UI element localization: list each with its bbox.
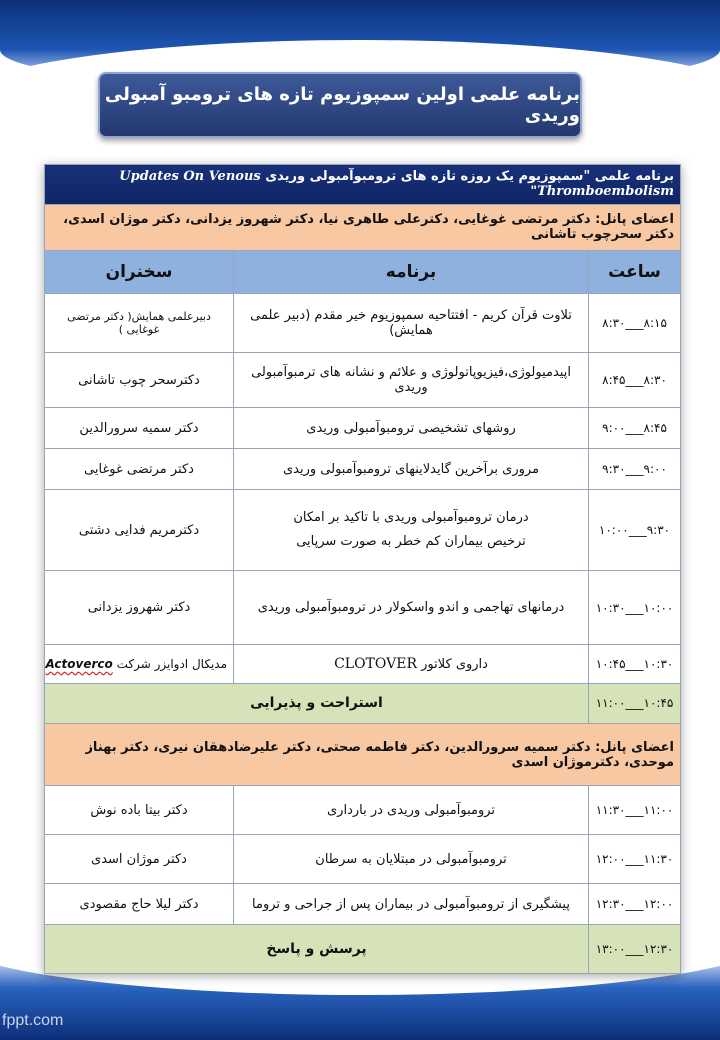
table-row [45,294,681,353]
break-row [45,683,681,724]
break-label: استراحت و پذیرایی [45,683,589,724]
speaker-cell: دکتر شهروز یزدانی [45,571,234,644]
table-row [45,449,681,490]
panel-members-2: اعضای پانل: دکتر سمیه سرورالدین، دکتر فاطمه صحتی، دکتر علیرضادهقان نیری، دکتر بهناز موحدی، دکترموژان اسدی [45,724,681,786]
qa-label: پرسش و پاسخ [45,925,589,974]
drug-name: CLOTOVER [334,655,417,672]
time-cell: ۸:۳۰___۸:۴۵ [589,353,681,408]
program-cell: روشهای تشخیصی ترومبوآمبولی وریدی [234,408,589,449]
speaker-cell: دکترسحر چوب تاشانی [45,353,234,408]
table-header-row [45,165,681,205]
time-cell: ۸:۴۵___۹:۰۰ [589,408,681,449]
program-cell: درمانهای تهاجمی و اندو واسکولار در ترومبوآمبولی وریدی [234,571,589,644]
page-title: برنامه علمی اولین سمپوزیوم تازه های ترومبو آمبولی وریدی [98,72,582,138]
sponsor-role: مدیکال ادوایزر شرکت [116,656,228,671]
program-cell: ترومبوآمبولی وریدی در بارداری [234,786,589,835]
speaker-cell: دکتر لیلا حاج مقصودی [45,884,234,925]
program-cell: تلاوت قرآن کریم - افتتاحیه سمپوزیوم خیر مقدم (دبیر علمی همایش) [234,294,589,353]
time-cell: ۱۱:۰۰___۱۱:۳۰ [589,786,681,835]
speaker-cell: دکتر سمیه سرورالدین [45,408,234,449]
column-header-row [45,250,681,294]
col-time: ساعت [589,250,681,294]
speaker-cell [45,644,234,683]
speaker-cell: دبیرعلمی همایش( دکتر مرتضی غوغایی ) [45,294,234,353]
time-cell: ۱۱:۳۰___۱۲:۰۰ [589,835,681,884]
table-row [45,884,681,925]
panel-members-1: اعضای پانل: دکتر مرتضی غوغایی، دکترعلی طاهری نیا، دکتر شهروز یزدانی، دکتر موژان اسدی، دکتر سحرچوب تاشانی [45,204,681,250]
table-header [45,165,681,205]
table-row [45,571,681,644]
speaker-cell: دکتر مرتضی غوغایی [45,449,234,490]
speaker-cell: دکترمریم فدایی دشتی [45,489,234,571]
program-cell: درمان ترومبوآمبولی وریدی با تاکید بر امکان ترخیص بیماران کم خطر به صورت سرپایی [234,489,589,571]
time-cell: ۱۲:۰۰___۱۲:۳۰ [589,884,681,925]
speaker-cell: دکتر بیتا باده نوش [45,786,234,835]
schedule-table [44,164,681,974]
time-cell: ۹:۳۰___۱۰:۰۰ [589,489,681,571]
header-fa: برنامه علمی "سمپوزیوم یک روزه تازه های ترومبوآمبولی وریدی [265,169,675,185]
table-row [45,835,681,884]
speaker-cell: دکتر موژان اسدی [45,835,234,884]
sponsor-brand: Actoverco [45,656,113,671]
col-program: برنامه [234,250,589,294]
time-cell: ۱۰:۳۰___۱۰:۴۵ [589,644,681,683]
col-speaker: سخنران [45,250,234,294]
program-cell: پیشگیری از ترومبوآمبولی در بیماران پس از جراحی و تروما [234,884,589,925]
table-row [45,353,681,408]
time-cell: ۹:۰۰___۹:۳۰ [589,449,681,490]
panel-row-1 [45,204,681,250]
time-cell: ۱۲:۳۰___۱۳:۰۰ [589,925,681,974]
program-cell: اپیدمیولوژی،فیزیوپاتولوژی و علائم و نشانه های ترمبوآمبولی وریدی [234,353,589,408]
program-cell: ترومبوآمبولی در مبتلایان به سرطان [234,835,589,884]
header-en: Updates On Venous Thromboembolism" [119,169,675,200]
site-watermark: fppt.com [2,1012,64,1029]
table-row [45,786,681,835]
time-cell: ۸:۱۵___۸:۳۰ [589,294,681,353]
panel-row-2 [45,724,681,786]
drug-label: داروی کلاتور [421,656,488,672]
time-cell: ۱۰:۴۵___۱۱:۰۰ [589,683,681,724]
qa-row [45,925,681,974]
program-cell [234,644,589,683]
time-cell: ۱۰:۰۰___۱۰:۳۰ [589,571,681,644]
sponsor-row [45,644,681,683]
table-row [45,408,681,449]
program-cell: مروری برآخرین گایدلاینهای ترومبوآمبولی وریدی [234,449,589,490]
table-row [45,489,681,571]
